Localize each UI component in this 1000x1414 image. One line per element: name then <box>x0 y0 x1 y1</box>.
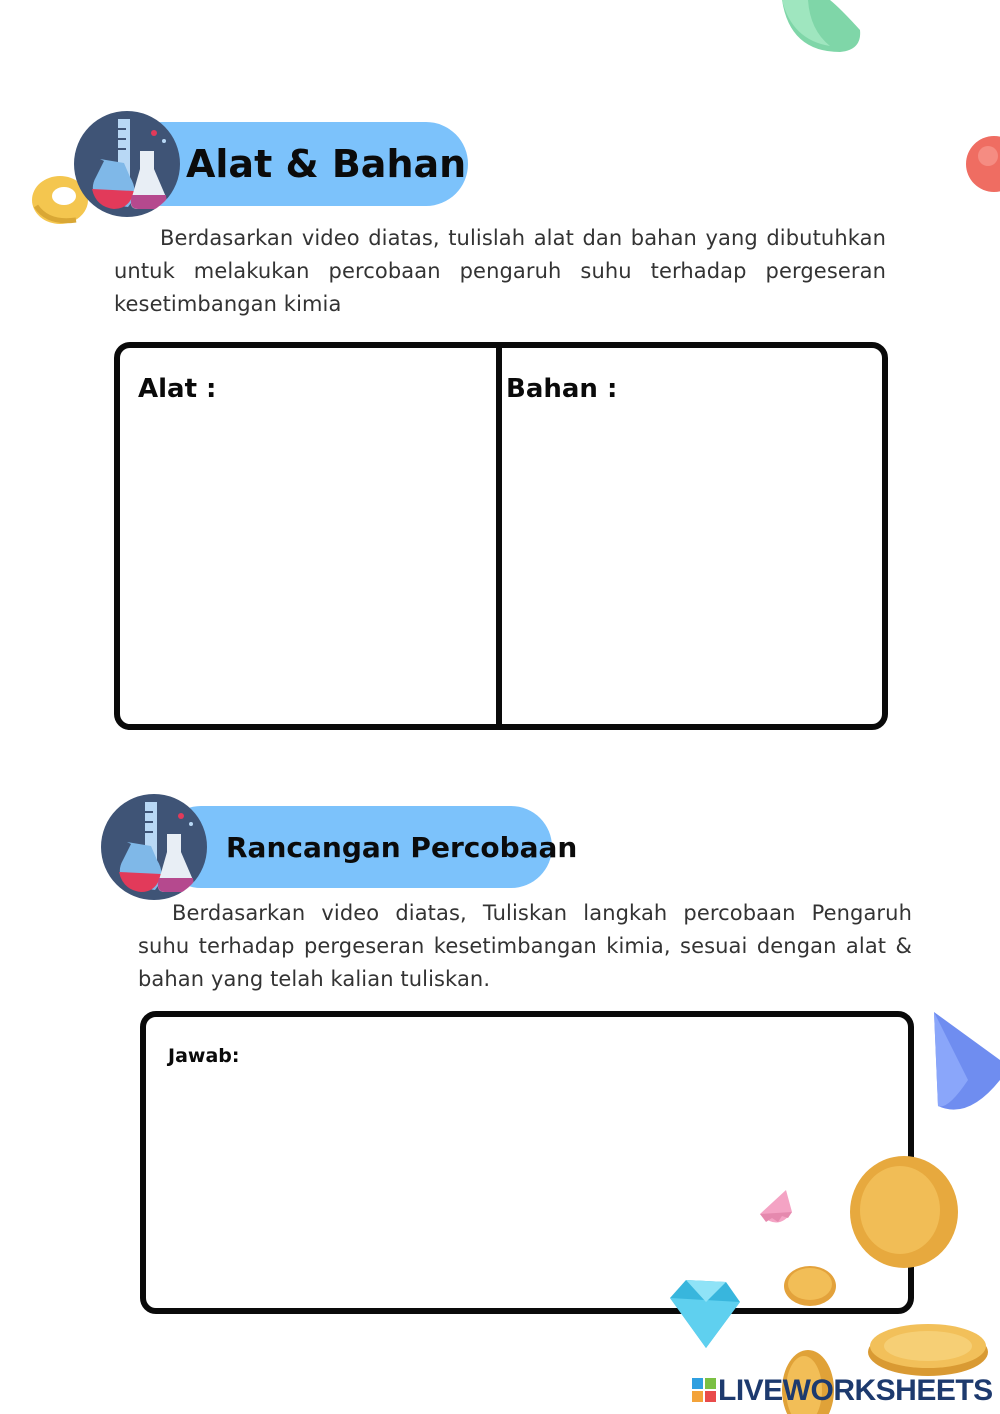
section1-instruction-text: Berdasarkan video diatas, tulislah alat dan bahan yang dibutuhkan untuk melakukan percobaan pengaruh suhu terhadap pergeseran kesetimbangan kimia <box>114 226 886 316</box>
section-title: Alat & Bahan <box>186 142 467 186</box>
bahan-label: Bahan : <box>506 374 618 404</box>
section-title: Rancangan Percobaan <box>226 830 578 864</box>
lab-flask-icon <box>74 111 180 217</box>
section2-instruction <box>138 897 912 996</box>
jawab-label: Jawab: <box>168 1045 240 1067</box>
red-sphere-decoration <box>960 136 1000 192</box>
alat-label: Alat : <box>138 374 217 404</box>
bahan-answer-area[interactable] <box>512 418 878 714</box>
alat-bahan-answer-box <box>114 342 888 730</box>
pink-cone-decoration <box>758 1188 794 1236</box>
logo-tiles-icon <box>692 1378 716 1402</box>
diamond-decoration <box>666 1278 742 1350</box>
gold-coin-decoration <box>846 1154 960 1270</box>
section2-instruction-text: Berdasarkan video diatas, Tuliskan langkah percobaan Pengaruh suhu terhadap pergeseran kesetimbangan kimia, sesuai dengan alat & bahan yang telah kalian tuliskan. <box>138 901 912 991</box>
alat-answer-area[interactable] <box>130 418 486 714</box>
flat-coin-decoration <box>866 1318 990 1378</box>
table-divider <box>496 348 502 724</box>
blue-cone-decoration <box>928 1010 1000 1114</box>
small-coin-decoration <box>782 1264 838 1308</box>
liveworksheets-logo <box>692 1374 992 1408</box>
lab-flask-icon <box>101 794 207 900</box>
section1-instruction <box>114 222 886 321</box>
green-sphere-decoration <box>770 0 870 60</box>
section-header-rancangan-percobaan <box>160 806 578 888</box>
logo-text: LIVEWORKSHEETS <box>718 1374 993 1407</box>
